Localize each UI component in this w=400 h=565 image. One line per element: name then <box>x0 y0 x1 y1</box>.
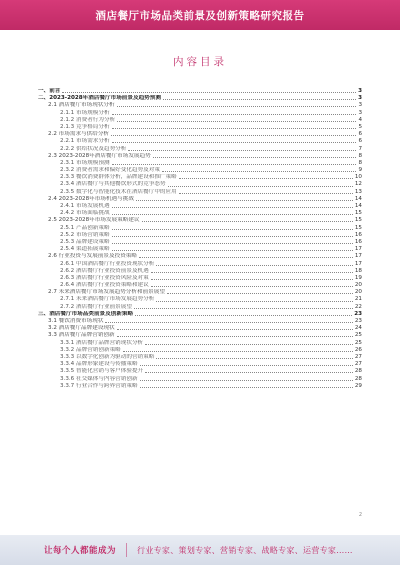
toc-entry[interactable] <box>38 124 362 131</box>
toc-entry-label: 2.1.3 竞争格局分析 <box>38 124 111 131</box>
toc-entry-label: 3.3.4 品牌形象建设与传播策略 <box>38 361 139 368</box>
toc-entry-label: 2.7.1 未来酒店餐厅市场发展趋势分析 <box>38 296 155 303</box>
toc-leader-dots <box>162 171 357 172</box>
toc-leader-dots <box>167 293 353 294</box>
toc-entry-page: 5 <box>358 123 362 130</box>
toc-entry-label: 三、酒店餐厅市场品类前景及创新策略 <box>38 310 134 317</box>
toc-entry-label: 2.3 2023-2028年酒店餐厅市场发展趋势 <box>38 153 152 160</box>
toc-entry-label: 3.3.5 智能化营销与客户体验提升 <box>38 368 144 375</box>
toc-entry[interactable] <box>38 318 362 325</box>
toc-entry[interactable] <box>38 167 362 174</box>
toc-entry-page: 28 <box>354 368 362 375</box>
toc-entry-label: 2.1.1 市场规模分析 <box>38 110 111 117</box>
toc-entry-label: 2.5.2 市场营销策略 <box>38 232 111 239</box>
toc-leader-dots <box>136 200 353 201</box>
toc-entry-label: 2.7 未来酒店餐厅市场发展趋势分析和前景展望 <box>38 289 166 296</box>
toc-title: 内容目录 <box>173 56 227 68</box>
toc-leader-dots <box>156 265 353 266</box>
toc-entry[interactable] <box>38 268 362 275</box>
toc-entry-page: 27 <box>354 361 362 368</box>
toc-leader-dots <box>117 336 353 337</box>
toc-entry-label: 2.6.2 酒店餐厅行业投资前景及机遇 <box>38 268 150 275</box>
toc-leader-dots <box>112 250 353 251</box>
toc-entry-page: 18 <box>354 267 362 274</box>
toc-entry[interactable] <box>38 376 362 383</box>
footer-slogan: 行业专家、策划专家、营销专家、战略专家、运营专家…… <box>137 545 353 555</box>
toc-entry[interactable] <box>38 110 362 117</box>
toc-entry-page: 15 <box>354 217 362 224</box>
toc-entry[interactable] <box>38 210 362 217</box>
toc-leader-dots <box>112 243 353 244</box>
toc-entry[interactable] <box>38 368 362 375</box>
toc-leader-dots <box>142 221 353 222</box>
toc-entry[interactable] <box>38 239 362 246</box>
toc-entry[interactable] <box>38 261 362 268</box>
toc-leader-dots <box>117 121 356 122</box>
toc-entry-page: 16 <box>354 238 362 245</box>
toc-entry[interactable] <box>38 232 362 239</box>
toc-entry[interactable] <box>38 174 362 181</box>
toc-leader-dots <box>112 142 357 143</box>
toc-entry-label: 2.3.3 餐饮消费群体分析，品牌建设和推广策略 <box>38 174 178 181</box>
toc-entry-page: 17 <box>354 253 362 260</box>
toc-entry-page: 15 <box>354 210 362 217</box>
report-title: 酒店餐厅市场品类前景及创新策略研究报告 <box>95 9 305 22</box>
toc-entry-page: 28 <box>354 375 362 382</box>
toc-entry[interactable] <box>38 332 362 339</box>
toc-entry[interactable] <box>38 304 362 311</box>
toc-entry-page: 21 <box>354 296 362 303</box>
toc-leader-dots <box>135 315 352 316</box>
toc-entry[interactable] <box>38 88 362 95</box>
toc-entry-page: 19 <box>354 274 362 281</box>
toc-leader-dots <box>112 207 353 208</box>
toc-leader-dots <box>112 128 357 129</box>
toc-entry[interactable] <box>38 311 362 318</box>
toc-entry-page: 26 <box>354 346 362 353</box>
toc-entry-page: 8 <box>358 152 362 159</box>
toc-leader-dots <box>168 186 353 187</box>
footer-divider <box>126 543 127 557</box>
toc-entry[interactable] <box>38 160 362 167</box>
toc-entry[interactable] <box>38 296 362 303</box>
toc-entry-page: 6 <box>358 131 362 138</box>
toc-leader-dots <box>105 322 352 323</box>
toc-entry-page: 3 <box>358 95 362 102</box>
toc-entry[interactable] <box>38 217 362 224</box>
toc-entry-page: 23 <box>354 310 362 317</box>
toc-entry-label: 3.3.7 行业合作与跨界营销策略 <box>38 383 139 390</box>
toc-entry-page: 16 <box>354 231 362 238</box>
toc-entry-label: 3.1 餐饮消费市场现状 <box>38 318 104 325</box>
toc-entry-label: 2.6 行业投资与发展前景及投资策略 <box>38 253 138 260</box>
toc-entry-label: 一、前言 <box>38 88 61 94</box>
toc-entry-label: 2.4 2023-2028年市场机遇与挑战 <box>38 196 135 203</box>
toc-entry-label: 3.3.3 以数字化创新为驱动的营销策略 <box>38 354 155 361</box>
toc-leader-dots <box>163 99 356 100</box>
toc-entry[interactable] <box>38 95 362 102</box>
toc-entry-label: 2.2 市场需求与供给分析 <box>38 131 110 138</box>
toc-entry-label: 2.4.1 市场发展机遇 <box>38 203 111 210</box>
toc-entry-label: 2.3.5 数字化与智能化技术在酒店餐厅中的应用 <box>38 189 178 196</box>
toc-list <box>38 88 362 390</box>
toc-entry-label: 2.1.2 消费者行为分析 <box>38 117 116 124</box>
toc-leader-dots <box>112 114 357 115</box>
toc-entry-page: 3 <box>358 88 362 94</box>
toc-entry-label: 3.3.6 社交媒体与内容营销创新 <box>38 376 139 383</box>
toc-entry[interactable] <box>38 181 362 188</box>
toc-leader-dots <box>112 164 357 165</box>
toc-leader-dots <box>140 365 353 366</box>
toc-entry[interactable] <box>38 138 362 145</box>
toc-entry-label: 2.5.1 产品创新策略 <box>38 225 111 232</box>
toc-entry-label: 2.3.2 消费者需求和偏好变化趋势及对策 <box>38 167 161 174</box>
toc-entry-label: 2.1 酒店餐厅市场现状分析 <box>38 102 116 109</box>
toc-entry[interactable] <box>38 117 362 124</box>
toc-page <box>12 30 388 530</box>
toc-leader-dots <box>151 286 353 287</box>
toc-entry-page: 20 <box>354 282 362 289</box>
toc-entry-label: 二、2023-2028年酒店餐厅市场前景及趋势预测 <box>38 95 161 102</box>
toc-entry-page: 24 <box>354 325 362 332</box>
toc-leader-dots <box>140 380 353 381</box>
toc-entry-page: 6 <box>358 138 362 145</box>
toc-entry[interactable] <box>38 361 362 368</box>
toc-entry[interactable] <box>38 275 362 282</box>
toc-entry[interactable] <box>38 253 362 260</box>
toc-entry-page: 27 <box>354 353 362 360</box>
toc-leader-dots <box>123 351 353 352</box>
toc-entry-label: 2.6.1 中国酒店餐厅行业投资现状分析 <box>38 261 155 268</box>
toc-entry-label: 2.2.1 市场需求分析 <box>38 138 111 145</box>
toc-entry-label: 2.3.4 酒店餐厅与其他餐饮形式的竞争态势 <box>38 181 167 188</box>
footer-brand: 让每个人都能成为 <box>44 546 117 556</box>
toc-entry-label: 3.3.1 酒店餐厅品牌营销现状分析 <box>38 340 144 347</box>
toc-entry-page: 9 <box>358 167 362 174</box>
toc-leader-dots <box>117 329 353 330</box>
toc-entry-page: 4 <box>358 116 362 123</box>
toc-entry-label: 2.5.3 品牌建设策略 <box>38 239 111 246</box>
toc-entry-label: 2.6.4 酒店餐厅行业投资策略和建议 <box>38 282 150 289</box>
toc-entry-page: 8 <box>358 159 362 166</box>
toc-entry-page: 29 <box>354 382 362 389</box>
toc-entry-page: 10 <box>354 174 362 181</box>
toc-entry-page: 22 <box>354 303 362 310</box>
toc-leader-dots <box>139 257 353 258</box>
toc-leader-dots <box>111 135 356 136</box>
toc-entry[interactable] <box>38 146 362 153</box>
toc-leader-dots <box>179 193 353 194</box>
toc-entry[interactable] <box>38 203 362 210</box>
toc-entry-page: 3 <box>358 109 362 116</box>
toc-entry-label: 3.2 酒店餐厅品牌建设现状 <box>38 325 116 332</box>
toc-entry-page: 20 <box>354 289 362 296</box>
toc-leader-dots <box>140 387 353 388</box>
toc-entry[interactable] <box>38 131 362 138</box>
toc-leader-dots <box>62 92 356 93</box>
toc-entry-label: 2.4.2 市场面临挑战 <box>38 210 111 217</box>
toc-entry[interactable] <box>38 246 362 253</box>
toc-leader-dots <box>153 157 357 158</box>
toc-entry-label: 2.2.2 供给状况及趋势分析 <box>38 146 127 153</box>
report-header <box>0 0 400 30</box>
toc-leader-dots <box>128 150 356 151</box>
toc-leader-dots <box>134 308 353 309</box>
toc-leader-dots <box>156 301 353 302</box>
toc-entry-page: 17 <box>354 246 362 253</box>
toc-entry-label: 3.3.2 品牌营销创新策略 <box>38 347 122 354</box>
toc-entry-label: 3.3 酒店餐厅品牌营销创新 <box>38 332 116 339</box>
toc-entry-page: 25 <box>354 332 362 339</box>
toc-entry[interactable] <box>38 153 362 160</box>
toc-entry[interactable] <box>38 225 362 232</box>
toc-leader-dots <box>156 358 353 359</box>
toc-entry-page: 13 <box>354 188 362 195</box>
toc-entry[interactable] <box>38 347 362 354</box>
toc-entry-page: 23 <box>354 318 362 324</box>
toc-entry-page: 3 <box>358 102 362 109</box>
toc-leader-dots <box>117 106 357 107</box>
report-footer <box>0 535 400 565</box>
toc-entry[interactable] <box>38 325 362 332</box>
toc-leader-dots <box>112 236 353 237</box>
toc-entry[interactable] <box>38 383 362 390</box>
toc-entry[interactable] <box>38 340 362 347</box>
toc-entry-page: 17 <box>354 260 362 267</box>
toc-entry[interactable] <box>38 354 362 361</box>
toc-leader-dots <box>145 344 353 345</box>
toc-entry[interactable] <box>38 189 362 196</box>
toc-entry-label: 2.6.3 酒店餐厅行业投资风险及对策 <box>38 275 150 282</box>
toc-entry-label: 2.5 2023-2028年市场发展策略建议 <box>38 217 141 224</box>
toc-leader-dots <box>112 229 353 230</box>
toc-entry-label: 2.5.4 渠道拓展策略 <box>38 246 111 253</box>
toc-leader-dots <box>151 279 353 280</box>
toc-entry[interactable] <box>38 102 362 109</box>
toc-leader-dots <box>145 372 353 373</box>
toc-leader-dots <box>179 178 353 179</box>
toc-entry-page: 14 <box>354 195 362 202</box>
toc-entry-label: 2.7.2 酒店餐厅行业前景展望 <box>38 304 133 311</box>
toc-entry-page: 15 <box>354 224 362 231</box>
toc-entry-page: 7 <box>358 145 362 152</box>
toc-entry[interactable] <box>38 196 362 203</box>
toc-entry[interactable] <box>38 289 362 296</box>
toc-leader-dots <box>151 272 353 273</box>
toc-entry-page: 12 <box>354 181 362 188</box>
page-number: 2 <box>358 512 362 518</box>
toc-leader-dots <box>112 214 353 215</box>
toc-entry[interactable] <box>38 282 362 289</box>
toc-entry-label: 2.3.1 市场规模预测 <box>38 160 111 167</box>
toc-entry-page: 14 <box>354 203 362 209</box>
toc-entry-page: 25 <box>354 339 362 346</box>
